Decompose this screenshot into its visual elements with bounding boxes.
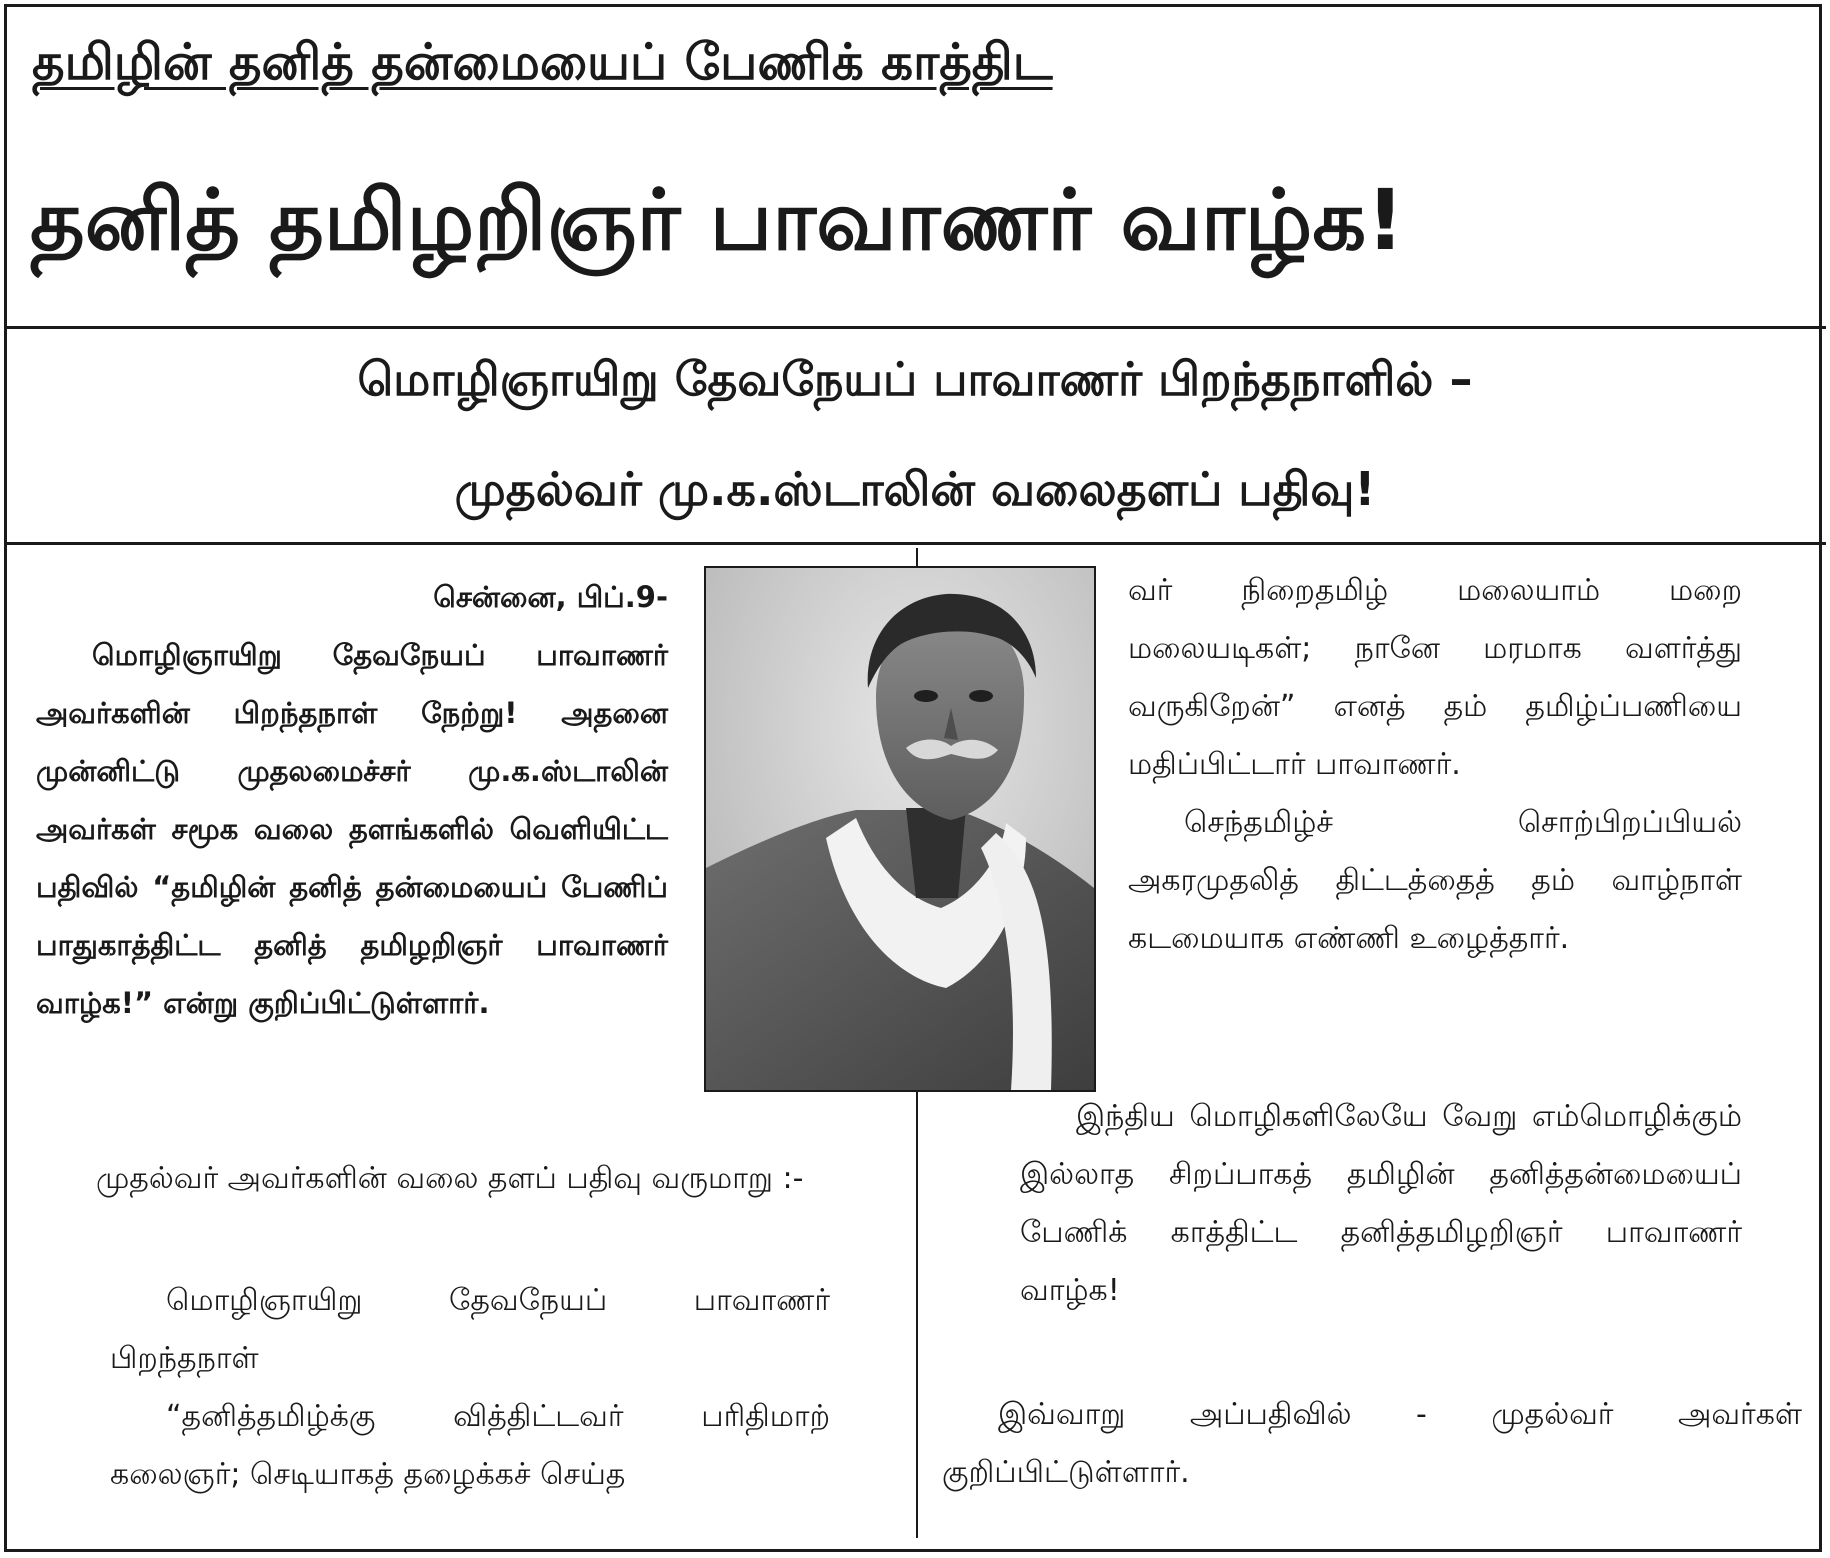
intro-block (40, 1150, 896, 1208)
quote-paragraph-1: மொழிஞாயிறு தேவநேயப் பாவாணர் பிறந்தநாள் (110, 1283, 830, 1376)
quote-paragraph-2-continued: வர் நிறைதமிழ் மலையாம் மறை மலையடிகள்; நானே மரமாக வளர்த்து வருகிறேன்” எனத் தம் தமிழ்ப்பணியை மதிப்பிட்டார் பாவாணர். (1128, 573, 1742, 782)
closing-block (942, 1386, 1802, 1502)
article-lead-block (36, 568, 668, 1032)
portrait-photo (704, 566, 1096, 1092)
lead-paragraph: மொழிஞாயிறு தேவநேயப் பாவாணர் அவர்களின் பிறந்தநாள் நேற்று! அதனை முன்னிட்டு முதலமைச்சர் மு.க.ஸ்டாலின் அவர்கள் சமூக வலை தளங்களில் வெளியிட்ட பதிவில் “தமிழின் தனித் தன்மையைப் பேணிப் பாதுகாத்திட்ட தனித் தமிழறிஞர் பாவாணர் வாழ்க!” என்று குறிப்பிட்டுள்ளார். (36, 638, 668, 1020)
main-headline: தனித் தமிழறிஞர் பாவாணர் வாழ்க! (30, 171, 1405, 269)
subheadline-line2: முதல்வர் மு.க.ஸ்டாலின் வலைதளப் பதிவு! (454, 462, 1376, 516)
divider-bottom (4, 542, 1826, 545)
quote-paragraph-2: “தனித்தமிழ்க்கு வித்திட்டவர் பரிதிமாற் கலைஞர்; செடியாகத் தழைக்கச் செய்த (110, 1399, 830, 1492)
quote-final-block (1020, 1088, 1742, 1320)
closing-paragraph: இவ்வாறு அப்பதிவில் - முதல்வர் அவர்கள் குறிப்பிட்டுள்ளார். (942, 1397, 1802, 1490)
kicker-heading: தமிழின் தனித் தன்மையைப் பேணிக் காத்திட (32, 33, 1053, 91)
portrait-illustration (706, 568, 1094, 1090)
divider-top (4, 326, 1826, 329)
quote-block (110, 1272, 830, 1504)
dateline: சென்னை, பிப்.9- (433, 580, 668, 614)
intro-paragraph: முதல்வர் அவர்களின் வலை தளப் பதிவு வருமாறு :- (96, 1161, 804, 1196)
quote-paragraph-3: செந்தமிழ்ச் சொற்பிறப்பியல் அகரமுதலித் திட்டத்தைத் தம் வாழ்நாள் கடமையாக எண்ணி உழைத்தார். (1128, 805, 1742, 956)
quote-paragraph-4: இந்திய மொழிகளிலேயே வேறு எம்மொழிக்கும் இல்லாத சிறப்பாகத் தமிழின் தனித்தன்மையைப் பேணிக் காத்திட்ட தனித்தமிழறிஞர் பாவாணர் வாழ்க! (1020, 1099, 1742, 1308)
subheadline-line1: மொழிஞாயிறு தேவநேயப் பாவாணர் பிறந்தநாளில் – (357, 352, 1473, 406)
quote-continued-block (1128, 562, 1742, 968)
